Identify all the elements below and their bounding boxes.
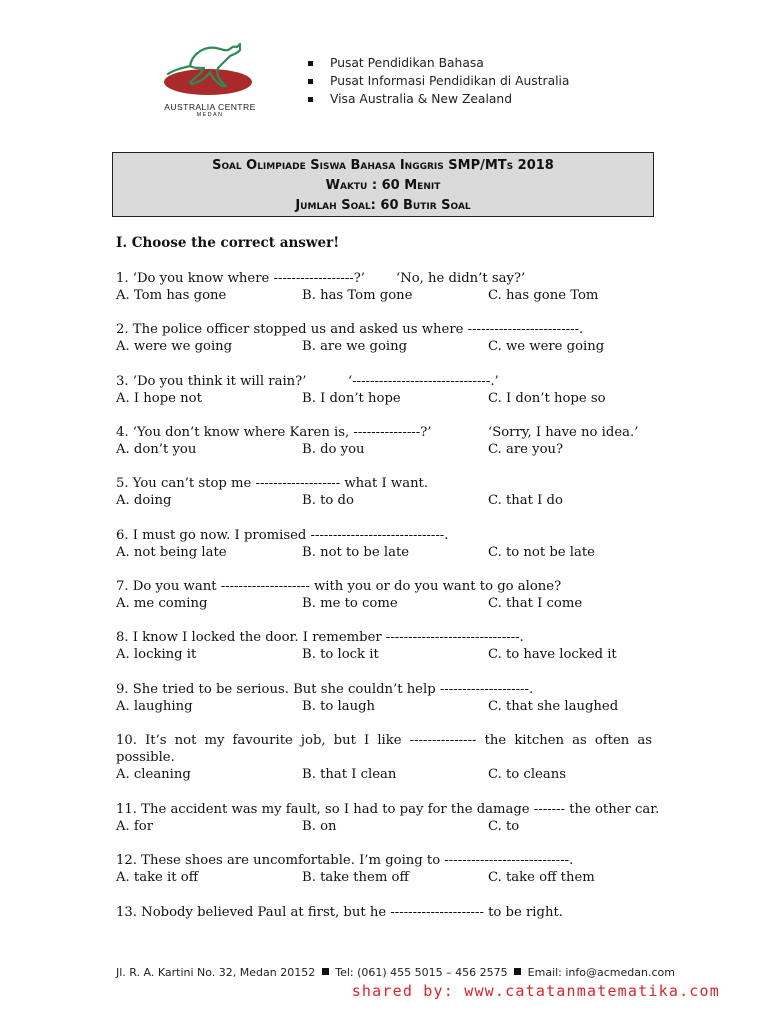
option-b: B. not to be late [302, 545, 410, 560]
answer-options [116, 595, 652, 612]
question-stem [116, 801, 660, 818]
question-stem [116, 475, 652, 492]
question-text: 6. I must go now. I promised ------------------------------. [116, 528, 449, 543]
option-c: C. that I do [488, 493, 563, 508]
question-text: 5. You can’t stop me ------------------- what I want. [116, 476, 429, 491]
question-stem [116, 527, 652, 544]
answer-options [116, 441, 652, 458]
square-separator-icon [322, 968, 329, 975]
question-item [116, 578, 652, 612]
option-b: B. has Tom gone [302, 288, 413, 303]
question-text: 13. Nobody believed Paul at first, but he --------------------- to be right. [116, 905, 563, 920]
answer-options [116, 698, 652, 715]
option-c: C. I don’t hope so [488, 391, 606, 406]
kangaroo-logo-icon [160, 38, 260, 102]
question-text: 7. Do you want -------------------- with you or do you want to go alone? [116, 579, 562, 594]
option-b: B. do you [302, 442, 365, 457]
question-text: 12. These shoes are uncomfortable. I’m going to ----------------------------. [116, 853, 574, 868]
shared-by-watermark: shared by: www.catatanmatematika.com [351, 982, 720, 1000]
question-item [116, 852, 652, 886]
exam-question-count: Jumlah Soal: 60 Butir Soal [295, 198, 471, 213]
answer-options [116, 646, 652, 663]
question-item [116, 527, 652, 561]
question-item [116, 904, 652, 921]
australia-centre-logo [160, 38, 260, 120]
footer-phone: Tel: (061) 455 5015 – 456 2575 [335, 966, 508, 979]
question-text: 9. She tried to be serious. But she couldn’t help --------------------. [116, 682, 534, 697]
service-label: Visa Australia & New Zealand [330, 92, 513, 106]
question-stem [116, 629, 652, 646]
option-a: A. Tom has gone [116, 288, 227, 303]
services-list-item [306, 54, 569, 72]
service-label: Pusat Pendidikan Bahasa [330, 56, 484, 70]
service-label: Pusat Informasi Pendidikan di Australia [330, 74, 570, 88]
option-b: B. on [302, 819, 337, 834]
exam-title-box [112, 152, 654, 217]
option-b: B. take them off [302, 870, 409, 885]
question-stem [116, 732, 652, 766]
option-b: B. I don’t hope [302, 391, 401, 406]
question-text: 11. The accident was my fault, so I had to pay for the damage ------- the other car. [116, 802, 660, 817]
option-c: C. to have locked it [488, 647, 617, 662]
question-stem [116, 578, 652, 595]
question-text: 1. ‘Do you know where ------------------?’ [116, 271, 366, 286]
option-a: A. I hope not [116, 391, 202, 406]
option-a: A. were we going [116, 339, 233, 354]
square-separator-icon [514, 968, 521, 975]
question-text: 10. It’s not my favourite job, but I like --------------- the kitchen as often as possible. [116, 733, 652, 765]
question-reply: ‘No, he didn’t say?’ [396, 271, 526, 286]
answer-options [116, 544, 652, 561]
question-text: 8. I know I locked the door. I remember ------------------------------. [116, 630, 524, 645]
question-item [116, 321, 652, 355]
option-b: B. are we going [302, 339, 408, 354]
option-a: A. cleaning [116, 767, 191, 782]
services-list [306, 54, 569, 108]
question-item [116, 629, 652, 663]
question-item [116, 424, 652, 458]
option-a: A. don’t you [116, 442, 197, 457]
option-a: A. me coming [116, 596, 208, 611]
square-bullet-icon [308, 61, 313, 66]
option-b: B. to do [302, 493, 354, 508]
answer-options [116, 338, 652, 355]
option-a: A. locking it [116, 647, 197, 662]
option-c: C. that I come [488, 596, 583, 611]
footer-address: Jl. R. A. Kartini No. 32, Medan 20152 [116, 966, 316, 979]
option-c: C. to [488, 819, 520, 834]
answer-options [116, 766, 652, 783]
footer-email: Email: info@acmedan.com [527, 966, 675, 979]
question-item [116, 732, 652, 783]
question-stem [116, 904, 652, 921]
question-item [116, 373, 652, 407]
answer-options [116, 818, 652, 835]
question-text: 4. ‘You don’t know where Karen is, ---------------?’ [116, 425, 432, 440]
services-list-item [306, 90, 569, 108]
option-c: C. that she laughed [488, 699, 619, 714]
question-stem [116, 424, 652, 441]
logo-name: AUSTRALIA CENTRE [164, 102, 256, 112]
option-c: C. to not be late [488, 545, 595, 560]
question-text: 2. The police officer stopped us and asked us where -------------------------. [116, 322, 584, 337]
square-bullet-icon [308, 97, 313, 102]
answer-options [116, 492, 652, 509]
answer-options [116, 287, 652, 304]
option-b: B. to lock it [302, 647, 379, 662]
exam-duration: Waktu : 60 Menit [325, 178, 441, 193]
answer-options [116, 869, 652, 886]
section-heading: I. Choose the correct answer! [116, 235, 340, 251]
question-stem [116, 852, 652, 869]
page-footer [116, 966, 675, 979]
option-a: A. laughing [116, 699, 193, 714]
question-item [116, 270, 652, 304]
option-b: B. that I clean [302, 767, 397, 782]
question-stem [116, 681, 652, 698]
answer-options [116, 390, 652, 407]
logo-city: MEDAN [196, 112, 224, 118]
exam-title: Soal Olimpiade Siswa Bahasa Inggris SMP/MTs 2018 [212, 158, 554, 173]
question-stem [116, 373, 652, 390]
option-a: A. not being late [116, 545, 227, 560]
question-item [116, 801, 660, 835]
question-reply: ‘-------------------------------.’ [348, 374, 499, 389]
option-c: C. we were going [488, 339, 605, 354]
option-b: B. to laugh [302, 699, 376, 714]
option-a: A. for [116, 819, 154, 834]
question-text: 3. ‘Do you think it will rain?’ [116, 374, 307, 389]
question-reply: ‘Sorry, I have no idea.’ [488, 425, 639, 440]
question-stem [116, 321, 652, 338]
question-stem [116, 270, 652, 287]
square-bullet-icon [308, 79, 313, 84]
option-c: C. to cleans [488, 767, 566, 782]
option-c: C. are you? [488, 442, 564, 457]
option-b: B. me to come [302, 596, 398, 611]
option-a: A. doing [116, 493, 172, 508]
option-c: C. has gone Tom [488, 288, 599, 303]
question-item [116, 681, 652, 715]
option-a: A. take it off [116, 870, 199, 885]
services-list-item [306, 72, 569, 90]
option-c: C. take off them [488, 870, 595, 885]
question-item [116, 475, 652, 509]
